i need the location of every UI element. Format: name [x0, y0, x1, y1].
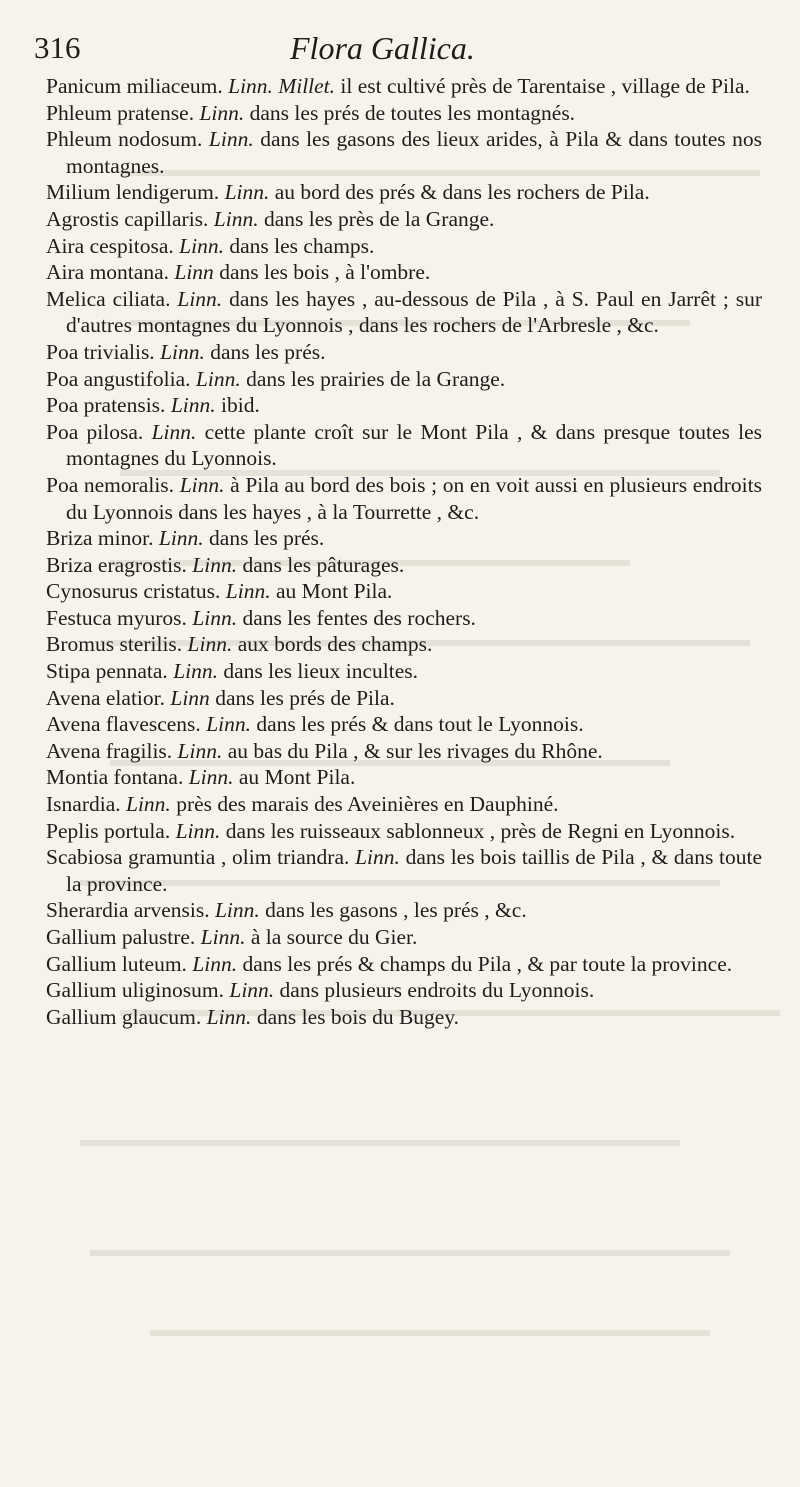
plant-entry: [46, 977, 762, 1004]
locality-text: près des marais des Aveinières en Dauphiné.: [176, 792, 559, 817]
plant-entry: [46, 366, 762, 393]
author-abbreviation: Linn.: [225, 579, 271, 604]
author-abbreviation: Linn.: [126, 792, 171, 817]
plant-entry: [46, 764, 762, 791]
plant-name: Gallium luteum.: [46, 951, 187, 976]
plant-name: Poa trivialis.: [46, 339, 155, 364]
plant-name: Phleum nodosum.: [46, 127, 203, 152]
plant-name: Briza eragrostis.: [46, 552, 187, 577]
plant-entry: [46, 419, 762, 472]
locality-text: dans les prés de Pila.: [215, 685, 395, 710]
plant-name: Avena elatior.: [46, 685, 165, 710]
author-abbreviation: Linn.: [208, 127, 254, 152]
plant-name: Poa nemoralis.: [46, 472, 175, 497]
plant-name: Panicum miliaceum.: [46, 74, 223, 98]
plant-entry: [46, 339, 762, 366]
locality-text: dans les gasons des lieux arides, à Pila & dans toutes nos montagnes.: [66, 127, 763, 178]
plant-entry: [46, 206, 762, 233]
plant-name: Festuca myuros.: [46, 605, 187, 630]
plant-entry: [46, 818, 762, 845]
locality-text: dans les lieux incultes.: [223, 659, 419, 684]
author-abbreviation: Linn.: [192, 951, 238, 976]
locality-text: dans plusieurs endroits du Lyonnois.: [279, 978, 595, 1003]
plant-entry: [46, 791, 762, 818]
author-abbreviation: Linn: [170, 685, 210, 710]
plant-entry: [46, 631, 762, 658]
plant-name: Gallium glaucum.: [46, 1004, 202, 1029]
author-abbreviation: Linn.: [179, 472, 225, 497]
author-abbreviation: Linn.: [206, 1004, 252, 1029]
locality-text: dans les près de la Grange.: [263, 206, 495, 231]
plant-name: Poa pilosa.: [46, 419, 144, 444]
plant-name: Briza minor.: [46, 526, 154, 551]
author-abbreviation: Linn.: [224, 180, 270, 205]
locality-text: au bas du Pila , & sur les rivages du Rhône.: [227, 738, 603, 763]
plant-entry: [46, 286, 762, 339]
plant-name: Gallium palustre.: [46, 925, 196, 949]
plant-entry: [46, 126, 762, 179]
plant-name: Poa pratensis.: [46, 393, 166, 418]
locality-text: à Pila au bord des bois ; on en voit aussi en plusieurs endroits du Lyonnois dans les hayes , à la Tourrette , &c.: [66, 472, 762, 524]
plant-entry: [46, 951, 762, 978]
author-abbreviation: Linn.: [179, 233, 224, 258]
common-name: Millet.: [278, 74, 336, 98]
author-abbreviation: Linn.: [187, 632, 233, 657]
plant-name: Sherardia arvensis.: [46, 898, 210, 923]
locality-text: dans les bois du Bugey.: [256, 1004, 460, 1029]
author-abbreviation: Linn.: [158, 526, 204, 551]
locality-text: dans les bois taillis de Pila , & dans toute la province.: [66, 845, 762, 896]
locality-text: au Mont Pila.: [238, 765, 356, 790]
plant-name: Phleum pratense.: [46, 100, 195, 125]
plant-name: Poa angustifolia.: [46, 366, 191, 391]
page-header: [34, 30, 764, 70]
plant-entry: [46, 658, 762, 685]
locality-text: cette plante croît sur le Mont Pila , & dans presque toutes les montagnes du Lyonnois.: [66, 419, 763, 471]
locality-text: dans les prés & dans tout le Lyonnois.: [256, 712, 584, 737]
plant-entry: [46, 233, 762, 260]
plant-name: Montia fontana.: [46, 765, 184, 790]
plant-name: Gallium uliginosum.: [46, 978, 224, 1003]
plant-entry: [46, 897, 762, 924]
plant-name: Bromus sterilis.: [46, 632, 183, 657]
plant-entry: [46, 844, 762, 897]
locality-text: dans les fentes des rochers.: [242, 605, 476, 630]
author-abbreviation: Linn.: [229, 978, 275, 1003]
locality-text: aux bords des champs.: [237, 632, 433, 657]
locality-text: dans les pâturages.: [242, 552, 405, 577]
author-abbreviation: Linn.: [206, 712, 251, 737]
locality-text: dans les champs.: [229, 233, 375, 258]
author-abbreviation: Linn.: [199, 100, 245, 125]
plant-entry: [46, 738, 762, 765]
plant-entry: [46, 472, 762, 525]
locality-text: dans les prés de toutes les montagnés.: [249, 100, 576, 125]
author-abbreviation: Linn.: [195, 366, 241, 391]
locality-text: au bord des prés & dans les rochers de Pila.: [274, 180, 650, 205]
locality-text: dans les prairies de la Grange.: [246, 366, 506, 391]
author-abbreviation: Linn.: [192, 552, 238, 577]
plant-name: Scabiosa gramuntia , olim triandra.: [46, 845, 350, 870]
locality-text: ibid.: [221, 393, 260, 418]
locality-text: dans les prés & champs du Pila , & par toute la province.: [242, 951, 733, 976]
plant-entry: [46, 605, 762, 632]
author-abbreviation: Linn.: [192, 605, 238, 630]
author-abbreviation: Linn.: [173, 659, 218, 684]
locality-text: dans les prés.: [210, 339, 326, 364]
plant-name: Aira montana.: [46, 260, 169, 285]
locality-text: au Mont Pila.: [275, 579, 393, 604]
plant-entry: [46, 578, 762, 605]
locality-text: dans les bois , à l'ombre.: [219, 260, 431, 285]
author-abbreviation: Linn.: [188, 765, 234, 790]
plant-entry: [46, 392, 762, 419]
running-title: Flora Gallica.: [290, 30, 475, 66]
author-abbreviation: Linn.: [213, 206, 259, 231]
author-abbreviation: Linn.: [177, 738, 223, 763]
plant-entry: [46, 685, 762, 712]
plant-name: Milium lendigerum.: [46, 180, 220, 205]
plant-entry: [46, 711, 762, 738]
plant-entry: [46, 259, 762, 286]
plant-name: Melica ciliata.: [46, 286, 171, 311]
plant-name: Aira cespitosa.: [46, 233, 174, 258]
plant-entry: [46, 179, 762, 206]
author-abbreviation: Linn.: [175, 818, 221, 843]
plant-entry: [46, 1004, 762, 1031]
plant-name: Isnardia.: [46, 792, 121, 817]
author-abbreviation: Linn.: [200, 925, 246, 949]
author-abbreviation: Linn.: [177, 286, 223, 311]
plant-entry: [46, 525, 762, 552]
plant-name: Agrostis capillaris.: [46, 206, 209, 231]
locality-text: dans les hayes , au-dessous de Pila , à S. Paul en Jarrêt ; sur d'autres montagnes du Lyonnois , dans les rochers de l'Arbresle , &c.: [66, 286, 763, 338]
author-abbreviation: Linn.: [151, 419, 197, 444]
author-abbreviation: Linn: [174, 260, 214, 285]
plant-entry: [46, 100, 762, 127]
plant-entry: [46, 924, 762, 951]
plant-name: Peplis portula.: [46, 818, 171, 843]
plant-name: Avena flavescens.: [46, 712, 201, 737]
author-abbreviation: Linn.: [355, 845, 400, 870]
locality-text: dans les gasons , les prés , &c.: [265, 898, 527, 923]
page-number: 316: [34, 30, 81, 65]
locality-text: il est cultivé près de Tarentaise , village de Pila.: [340, 74, 750, 98]
locality-text: dans les prés.: [209, 526, 325, 551]
author-abbreviation: Linn.: [160, 339, 205, 364]
plant-entry: [46, 73, 762, 100]
plant-name: Cynosurus cristatus.: [46, 579, 221, 604]
plant-list: [46, 73, 762, 1030]
locality-text: dans les ruisseaux sablonneux , près de Regni en Lyonnois.: [225, 818, 736, 843]
locality-text: à la source du Gier.: [250, 925, 418, 949]
plant-entry: [46, 552, 762, 579]
author-abbreviation: Linn.: [228, 74, 273, 98]
author-abbreviation: Linn.: [214, 898, 260, 923]
plant-name: Stipa pennata.: [46, 659, 168, 684]
author-abbreviation: Linn.: [170, 393, 216, 418]
plant-name: Avena fragilis.: [46, 738, 173, 763]
